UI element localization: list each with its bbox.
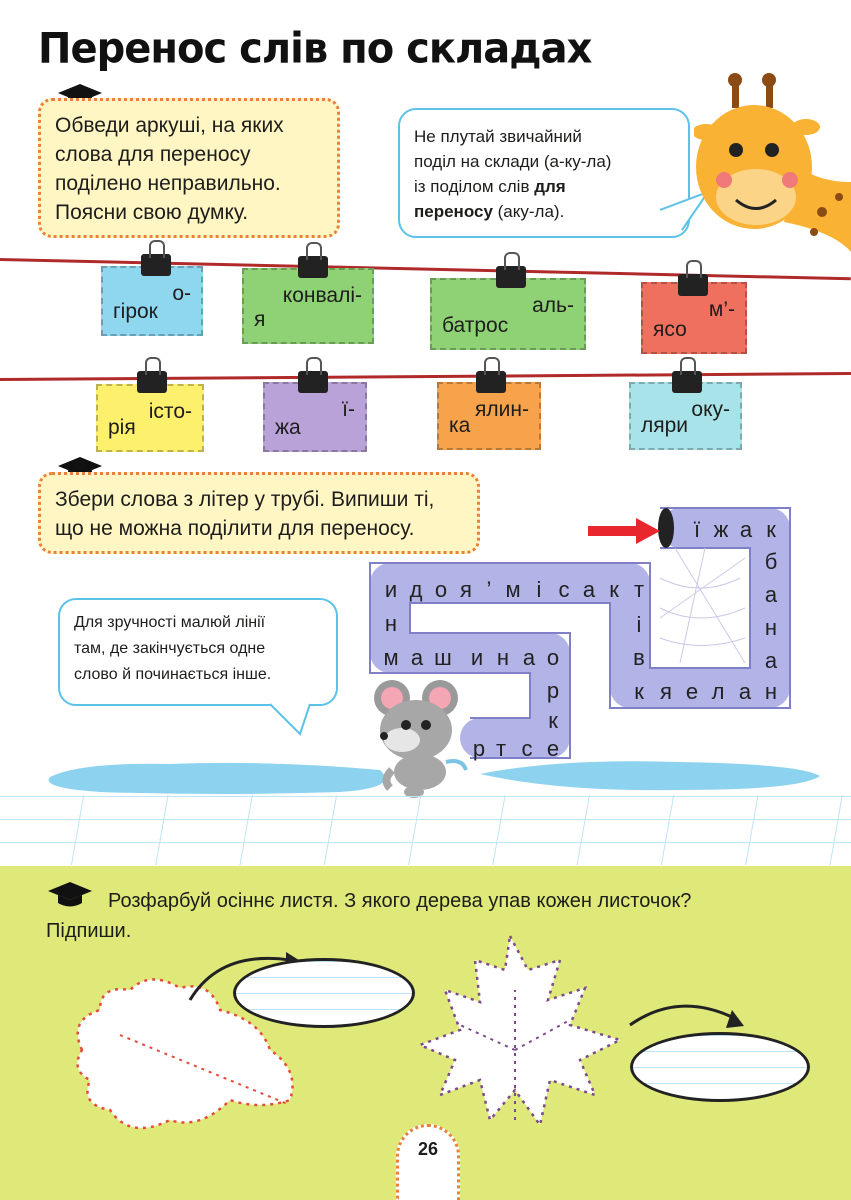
hint-text: із поділом слів: [414, 177, 535, 196]
word-card[interactable]: [242, 268, 374, 344]
page-title: Перенос слів по складах: [38, 24, 592, 74]
card-part1: ялин-: [475, 398, 529, 421]
task1-line: Обведи аркуші, на яких: [55, 114, 284, 137]
hint-line: Для зручності малюй лінії: [74, 614, 266, 631]
task2-line: Збери слова з літер у трубі. Випиши ті,: [55, 488, 435, 511]
pipe-letter: ’: [486, 577, 492, 602]
pipe-letter: о: [434, 577, 448, 602]
pipe-letter: д: [409, 577, 423, 602]
pipe-letter: н: [764, 679, 778, 704]
binder-clip-icon: [298, 371, 328, 393]
task3-line: Підпиши.: [46, 920, 132, 942]
mouse-illustration: [362, 680, 472, 800]
pipe-letter: я: [460, 577, 472, 602]
task2-line: що не можна поділити для переносу.: [55, 517, 415, 540]
pipe-letter: ш: [434, 645, 452, 670]
hint-bold: переносу: [414, 202, 493, 221]
pipe-letter: е: [685, 679, 699, 704]
card-part1: м’-: [708, 298, 735, 321]
pipe-letter: н: [764, 615, 778, 640]
card-part1: ї-: [342, 398, 355, 421]
bubble-tail: [270, 690, 320, 736]
card-part2: ляри: [641, 414, 689, 437]
answer-oval[interactable]: [630, 1032, 810, 1102]
pipe-letter: и: [384, 577, 398, 602]
pipe-letter: а: [738, 679, 752, 704]
word-card[interactable]: [101, 266, 203, 336]
binder-clip-icon: [496, 266, 526, 288]
pipe-letter: а: [410, 645, 424, 670]
hint-line: слово й починається інше.: [74, 666, 272, 683]
hint-text: (аку-ла).: [492, 202, 565, 221]
pipe-letter: і: [536, 577, 542, 602]
pipe-letter: е: [546, 736, 560, 761]
card-part1: конвалі-: [282, 284, 362, 307]
giraffe-illustration: [694, 72, 851, 272]
pipe-letter: ї: [693, 517, 701, 542]
card-part1: істо-: [148, 400, 192, 423]
pipe-letter: н: [384, 611, 398, 636]
task1-line: Поясни свою думку.: [55, 201, 249, 224]
pipe-letter: а: [739, 517, 753, 542]
writing-lines: [0, 795, 851, 865]
binder-clip-icon: [137, 371, 167, 393]
pipe-letter: м: [383, 645, 399, 670]
hint-bold: для: [534, 177, 566, 196]
card-part1: о-: [172, 282, 191, 305]
hint-line: [414, 199, 674, 224]
pipe-letter: р: [546, 678, 560, 703]
card-part2: батрос: [442, 314, 509, 337]
card-part2: жа: [275, 416, 301, 439]
binder-clip-icon: [141, 254, 171, 276]
binder-clip-icon: [298, 256, 328, 278]
answer-oval[interactable]: [233, 958, 415, 1028]
hint-bubble: [398, 108, 690, 238]
pipe-letter: а: [764, 648, 778, 673]
pipe-letter: а: [764, 582, 778, 607]
card-part2: ка: [449, 414, 471, 437]
binder-clip-icon: [476, 371, 506, 393]
card-part2: рія: [108, 416, 136, 439]
rope: [0, 372, 851, 381]
task1-box: [38, 98, 340, 238]
pipe-letter: в: [633, 645, 645, 670]
pipe-letter: ж: [713, 517, 729, 542]
pipe-letter: м: [505, 577, 521, 602]
binder-clip-icon: [672, 371, 702, 393]
pipe-letter: б: [764, 549, 778, 574]
page-number-text: 26: [417, 1139, 439, 1159]
pipe-letter: с: [558, 577, 570, 602]
word-card[interactable]: [96, 384, 204, 452]
pipe-letter: р: [472, 736, 486, 761]
pipe-letter: о: [546, 645, 560, 670]
hint-line: поділ на склади (а-ку-ла): [414, 152, 612, 171]
pipe-letter: а: [522, 645, 536, 670]
card-part1: оку-: [691, 398, 730, 421]
hint-line: [414, 174, 674, 199]
pipe-letter: к: [766, 517, 776, 542]
pipe-letter: і: [636, 612, 642, 637]
pipe-letter: к: [609, 577, 619, 602]
task1-line: поділено неправильно.: [55, 172, 281, 195]
pipe-letter: с: [521, 736, 533, 761]
card-part2: я: [254, 308, 266, 331]
pipe-letter: я: [660, 679, 672, 704]
pipe-letter: н: [496, 645, 510, 670]
task1-line: слова для переносу: [55, 143, 251, 166]
card-part2: ясо: [653, 318, 687, 341]
word-card[interactable]: [430, 278, 586, 350]
pipe-letter: л: [711, 679, 725, 704]
page-number: [396, 1124, 460, 1200]
card-part2: гірок: [113, 300, 158, 323]
pipe-letter: к: [548, 708, 558, 733]
pipe-letter: и: [470, 645, 484, 670]
pipe-letter: т: [495, 736, 507, 761]
pipe-letter: а: [582, 577, 596, 602]
hint-line: там, де закінчується одне: [74, 640, 266, 657]
card-part1: аль-: [532, 294, 574, 317]
pipe-letter: т: [633, 577, 645, 602]
binder-clip-icon: [678, 274, 708, 296]
red-arrow-icon: [588, 518, 660, 544]
hint-line: Не плутай звичайний: [414, 127, 582, 146]
pipe-letter: к: [634, 679, 644, 704]
task3-line: Розфарбуй осіннє листя. З якого дерева упав кожен листочок?: [108, 890, 692, 912]
